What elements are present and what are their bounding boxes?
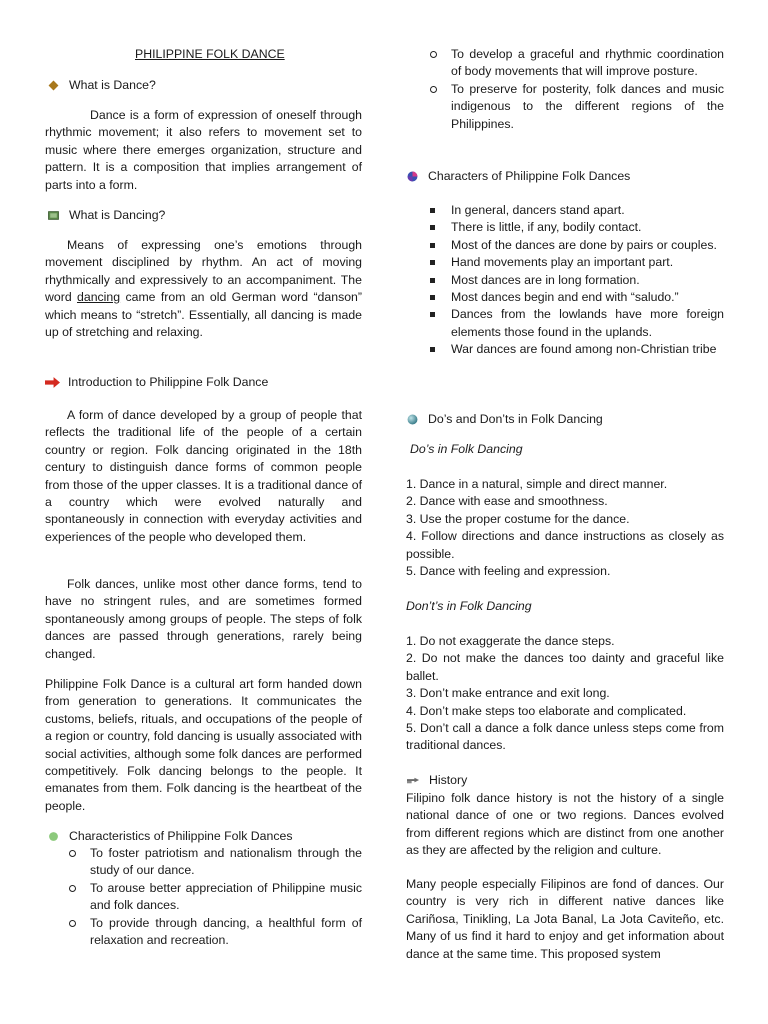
list-item: 5. Dance with feeling and expression. <box>406 564 611 579</box>
color-orb-icon <box>407 171 418 182</box>
list-item <box>406 237 724 254</box>
circle-bullet-icon <box>430 86 437 93</box>
list-item <box>406 81 724 133</box>
list-item-text: To arouse better appreciation of Philippine music and folk dances. <box>90 880 362 913</box>
page-title: PHILIPPINE FOLK DANCE <box>135 47 285 61</box>
list-item <box>406 341 724 358</box>
text-segment: Means of expressing one’s emotions through movement disciplined by rhythm. An act of moving rhythmically and expressively to an accompaniment. The word <box>45 238 362 305</box>
circle-bullet-icon <box>69 920 76 927</box>
list-item-text: To provide through dancing, a healthful form of relaxation and recreation. <box>90 915 362 948</box>
heading-text: Do’s and Don’ts in Folk Dancing <box>428 412 603 426</box>
section-heading-characteristics <box>48 828 293 845</box>
list-item: 3. Use the proper costume for the dance. <box>406 511 630 526</box>
subheading-donts: Don’t’s in Folk Dancing <box>406 599 532 613</box>
circle-bullet-icon <box>69 885 76 892</box>
paragraph-intro-3: Philippine Folk Dance is a cultural art form handed down from generation to generations. It communicates the customs, beliefs, rituals, and occupations of the people of a region or country, fold dancing is usually associated with social activities, although some folk dances are performed competitively. Folk dancing belongs to the people. It emanates from them. Folk dancing is the heartbeat of the people. <box>45 677 362 813</box>
list-item <box>406 306 724 341</box>
heading-text: Introduction to Philippine Folk Dance <box>68 375 269 389</box>
square-bullet-icon <box>430 260 435 265</box>
list-item <box>45 915 362 950</box>
section-heading-what-is-dancing <box>48 207 165 224</box>
square-bullet-icon <box>430 243 435 248</box>
paragraph-dancing-definition <box>45 237 362 341</box>
list-item <box>406 289 724 306</box>
paragraph-history-2: Many people especially Filipinos are fond of dances. Our country is very rich in different native dances like Cariñosa, Tinikling, La Jota Banal, La Jota Caviteño, etc. Many of us find it hard to enjoy and get information about dance at the same time. This proposed system <box>406 877 724 961</box>
section-heading-what-is-dance <box>48 77 156 94</box>
square-bullet-icon <box>430 347 435 352</box>
underlined-word: dancing <box>77 290 121 305</box>
list-item-text: Most of the dances are done by pairs or couples. <box>451 237 717 252</box>
subheading-dos: Do’s in Folk Dancing <box>410 442 523 456</box>
list-item: 2. Dance with ease and smoothness. <box>406 494 608 509</box>
teal-orb-icon <box>407 414 418 425</box>
list-item <box>406 46 724 81</box>
list-item <box>406 202 724 219</box>
list-item <box>406 254 724 271</box>
diamond-icon <box>48 80 59 91</box>
characteristics-list <box>45 845 362 949</box>
text-segment: came from an old German word “danson” which means to “stretch”. Essentially, all dancing is made up of stretching and relaxing. <box>45 290 362 340</box>
square-bullet-icon <box>430 225 435 230</box>
list-item: 2. Do not make the dances too dainty and graceful like ballet. <box>406 651 724 683</box>
square-bullet-icon <box>430 278 435 283</box>
list-item <box>45 880 362 915</box>
list-item-text: Most dances are in long formation. <box>451 272 640 287</box>
heading-text: What is Dance? <box>69 78 156 92</box>
paragraph-dance-definition: Dance is a form of expression of oneself through rhythmic movement; it also refers to movement set to music where there emerges organization, structure and pattern. It is a composition that implies arrangement of parts into a form. <box>45 108 362 192</box>
heading-text: Characters of Philippine Folk Dances <box>428 169 631 183</box>
square-bullet-icon <box>430 295 435 300</box>
square-bullet-icon <box>430 208 435 213</box>
section-heading-characters <box>407 168 630 185</box>
list-item-text: In general, dancers stand apart. <box>451 203 625 217</box>
paragraph-intro-2: Folk dances, unlike most other dance forms, tend to have no stringent rules, and are sometimes formed spontaneously among groups of people. The steps of folk dances are passed through generations, rarely being changed. <box>45 577 362 661</box>
heading-text: What is Dancing? <box>69 208 166 222</box>
list-item-text: Most dances begin and end with “saludo.” <box>451 290 679 305</box>
list-item-text: Dances from the lowlands have more foreign elements those found in the uplands. <box>451 307 724 339</box>
paragraph-intro-1: A form of dance developed by a group of people that reflects the traditional life of the people of a certain country or region. Folk dancing originated in the 18th century to distinguish dance forms of common people from those of the upper classes. It is a traditional dance of a country which were evolved naturally and spontaneously in connection with everyday activities and experiences of the people who developed them. <box>45 408 362 544</box>
list-item-text: To develop a graceful and rhythmic coordination of body movements that will improve posture. <box>451 47 724 79</box>
pointing-hand-icon <box>407 775 420 786</box>
circle-bullet-icon <box>430 51 437 58</box>
list-item: 1. Dance in a natural, simple and direct manner. <box>406 477 668 491</box>
donts-list <box>406 633 724 755</box>
list-item-text: There is little, if any, bodily contact. <box>451 220 642 235</box>
list-item <box>406 272 724 289</box>
list-item: 1. Do not exaggerate the dance steps. <box>406 634 615 648</box>
list-item-text: To preserve for posterity, folk dances and music indigenous to the different regions of the Philippines. <box>451 81 724 131</box>
paragraph-history-1: Filipino folk dance history is not the history of a single national dance of one or two regions. Dances evolved from different regions which are distinct from one another as they are affected by the religion and culture. <box>406 791 724 858</box>
characters-list <box>406 202 724 359</box>
heading-text: History <box>429 773 468 787</box>
list-item: 5. Don’t call a dance a folk dance unless steps come from traditional dances. <box>406 721 724 753</box>
list-item: 3. Don’t make entrance and exit long. <box>406 686 610 701</box>
list-item-text: War dances are found among non-Christian tribe <box>451 342 717 357</box>
list-item-text: Hand movements play an important part. <box>451 255 674 270</box>
section-heading-introduction <box>45 374 268 391</box>
heading-text: Characteristics of Philippine Folk Dances <box>69 829 293 843</box>
list-item <box>406 219 724 236</box>
green-dot-icon <box>48 831 59 842</box>
square-bullet-icon <box>430 312 435 317</box>
list-item: 4. Don’t make steps too elaborate and complicated. <box>406 703 687 718</box>
characteristics-list-continued <box>406 46 724 133</box>
section-heading-dos-donts <box>407 411 603 428</box>
list-item: 4. Follow directions and dance instructions as closely as possible. <box>406 529 724 561</box>
list-item-text: To foster patriotism and nationalism through the study of our dance. <box>90 846 362 878</box>
picture-icon <box>48 210 59 221</box>
section-heading-history <box>407 772 467 789</box>
circle-bullet-icon <box>69 850 76 857</box>
red-arrow-icon <box>45 377 60 388</box>
dos-list <box>406 476 724 580</box>
list-item <box>45 845 362 880</box>
